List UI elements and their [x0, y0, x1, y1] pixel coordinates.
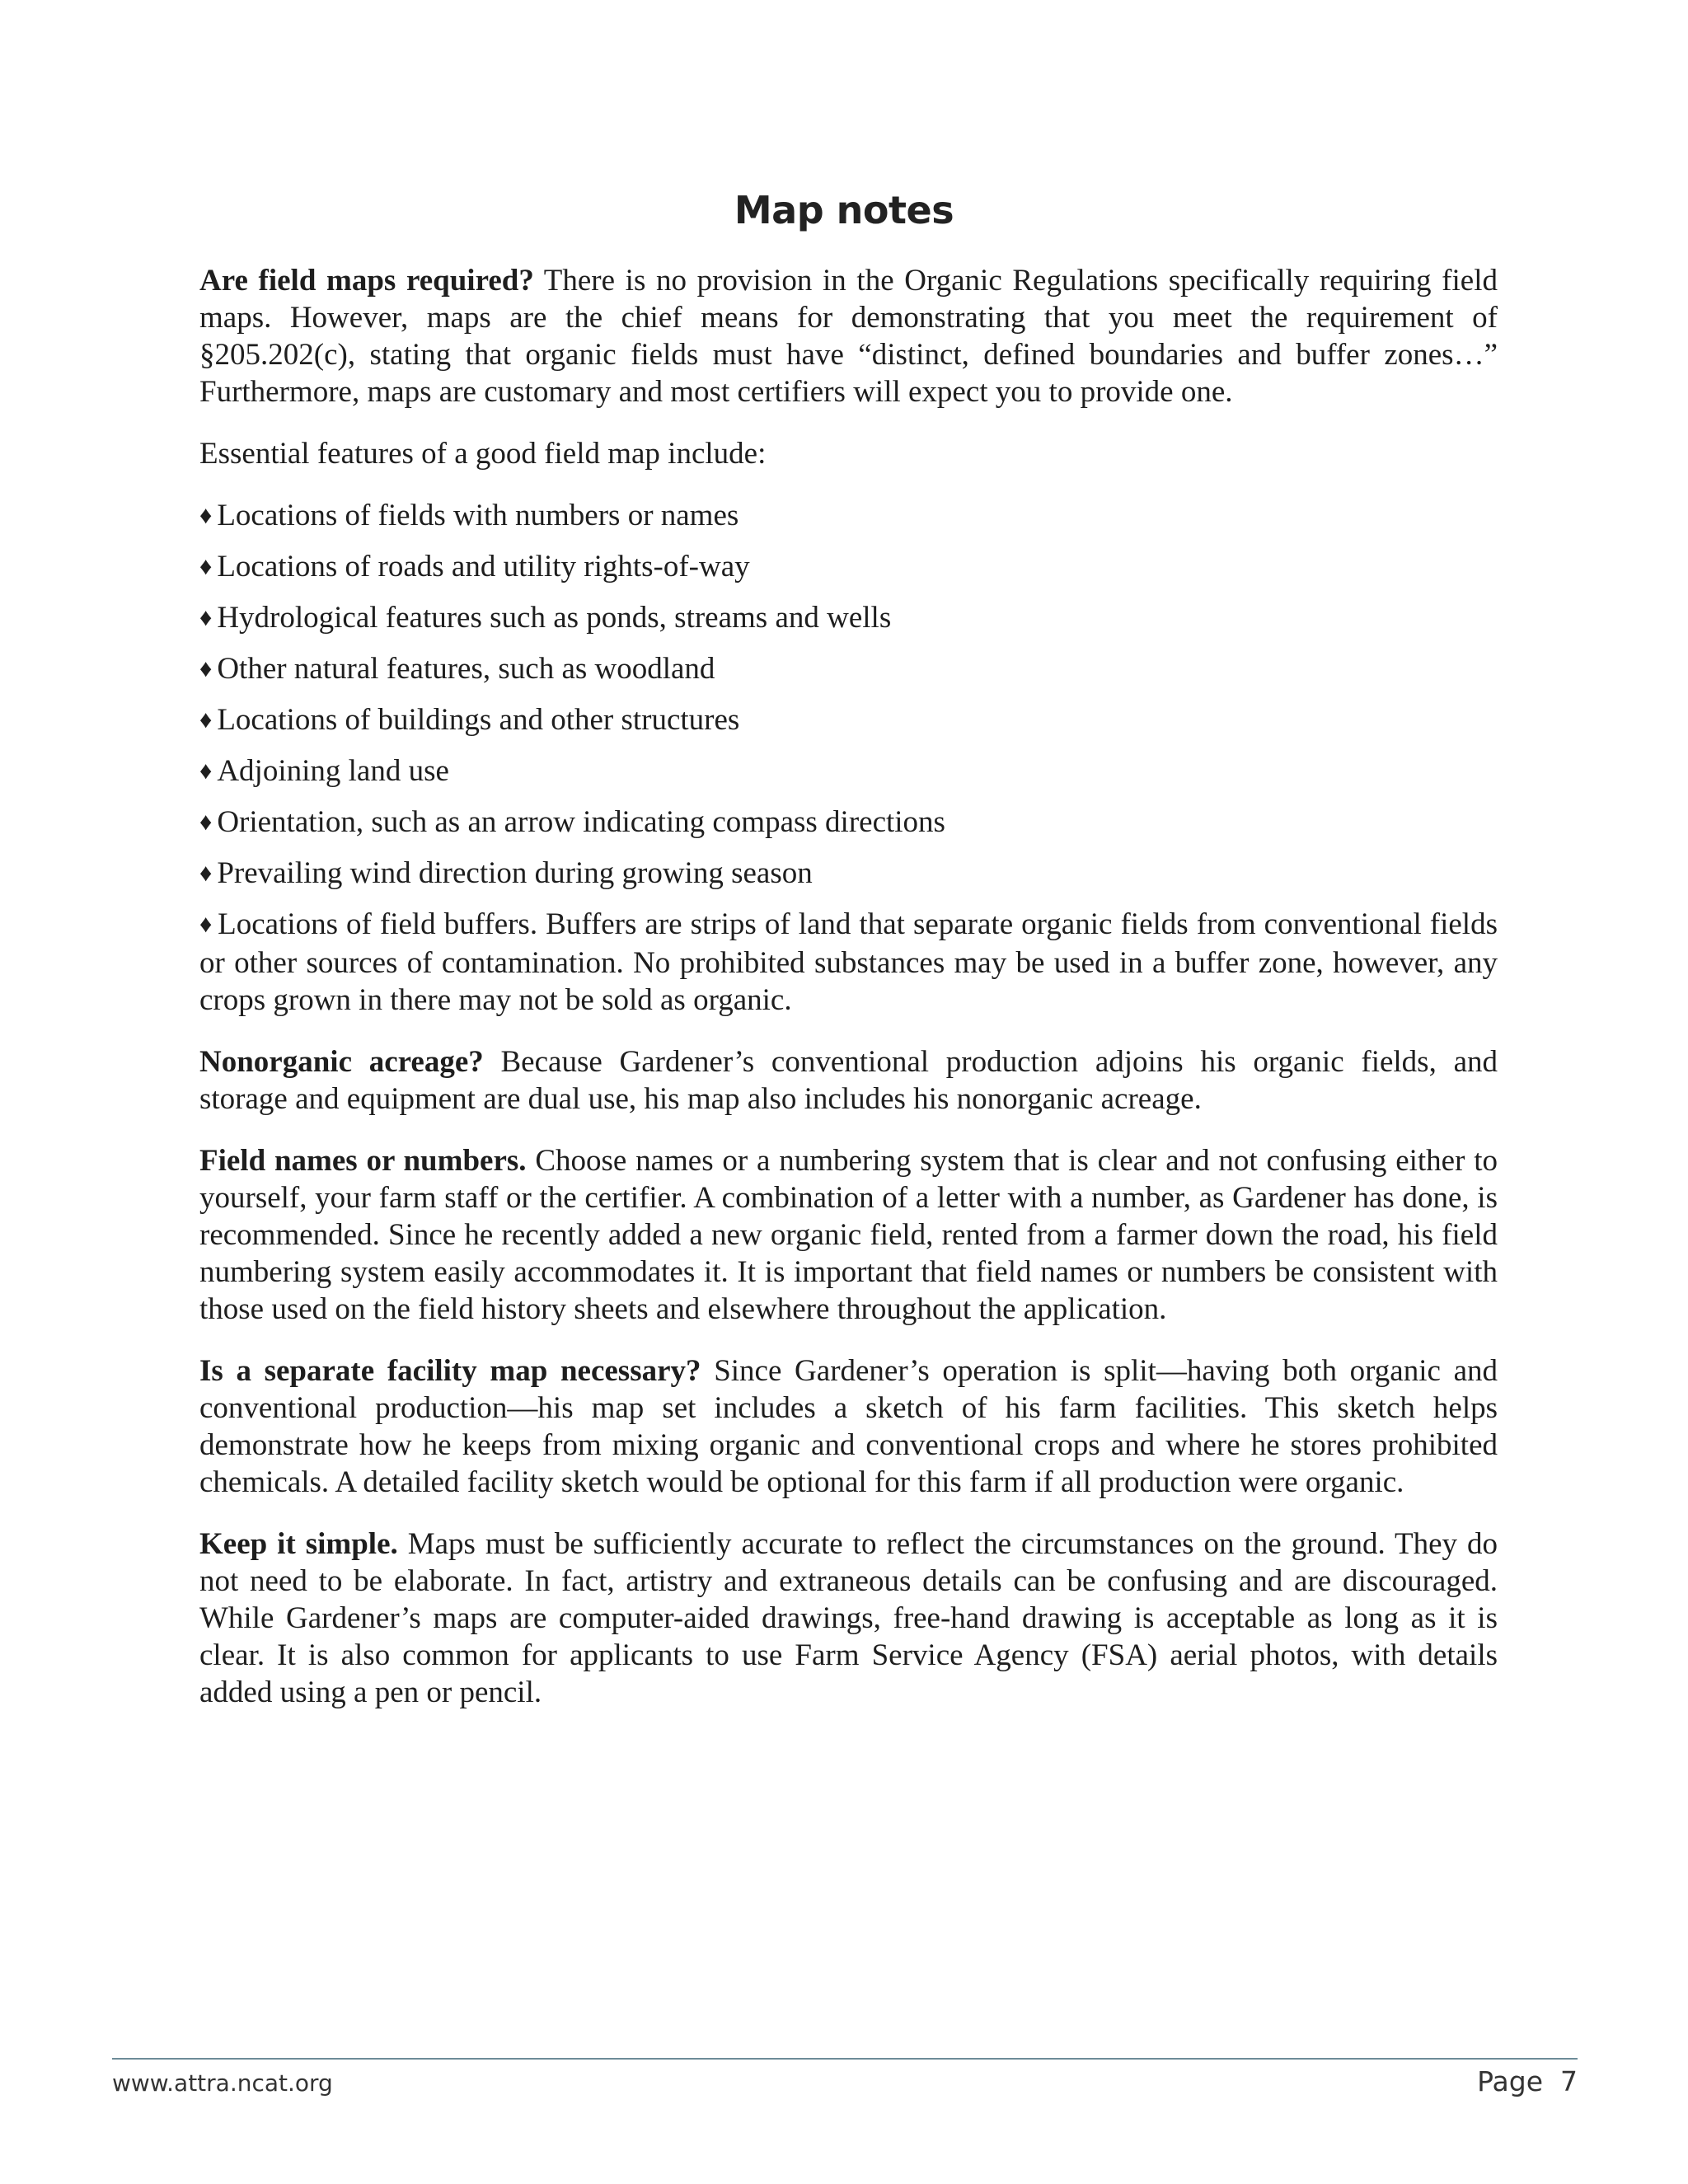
features-list [199, 497, 1498, 1019]
paragraph-keep-it-simple [199, 1526, 1498, 1711]
list-item: ♦ Locations of fields with numbers or names [199, 499, 739, 532]
paragraph-facility-map [199, 1352, 1498, 1501]
diamond-bullet-icon: ♦ [199, 502, 213, 529]
diamond-bullet-icon: ♦ [199, 553, 213, 580]
diamond-bullet-icon: ♦ [199, 604, 213, 631]
footer-divider [112, 2058, 1578, 2060]
paragraph-lead: Are field maps required? [199, 264, 534, 298]
diamond-bullet-icon: ♦ [199, 808, 213, 836]
footer-url-link[interactable]: www.attra.ncat.org [112, 2069, 333, 2097]
diamond-bullet-icon: ♦ [199, 911, 213, 938]
features-intro: Essential features of a good field map include: [199, 437, 767, 471]
diamond-bullet-icon: ♦ [199, 655, 213, 682]
page-number: Page 7 [1477, 2065, 1578, 2097]
page-title: Map notes [734, 188, 954, 232]
paragraph-nonorganic-acreage [199, 1043, 1498, 1118]
list-item: ♦ Prevailing wind direction during growing season [199, 856, 813, 890]
list-item: ♦ Locations of field buffers. Buffers are strips of land that separate organic fields from conventional fields or other sources of contamination. No prohibited substances may be used in a buffer zone, however, any crops grown in there may not be sold as organic. [199, 907, 1498, 1017]
paragraph-text: Because Gardener’s conventional production adjoins his organic fields, and storage and equipment are dual use, his map also includes his nonorganic acreage. [199, 1045, 1498, 1116]
diamond-bullet-icon: ♦ [199, 757, 213, 785]
diamond-bullet-icon: ♦ [199, 706, 213, 733]
paragraph-lead: Field names or numbers. [199, 1144, 527, 1178]
paragraph-text: There is no provision in the Organic Regulations specifically requiring field maps. However, maps are the chief means for demonstrating that you meet the requirement of §205.202(c), stating that organic fields must have “distinct, defined boundaries and buffer zones…” Furthermore, maps are customary and most certifiers will expect you to provide one. [199, 264, 1498, 409]
paragraph-text: Choose names or a numbering system that is clear and not confusing either to yourself, your farm staff or the certifier. A combination of a letter with a number, as Gardener has done, is recommended. Since he recently added a new organic field, rented from a farmer down the road, his field numbering system easily accommodates it. It is important that field names or numbers be consistent with those used on the field history sheets and elsewhere throughout the application. [199, 1144, 1498, 1326]
paragraph-text: Since Gardener’s operation is split—having both organic and conventional production—his map set includes a sketch of his farm facilities. This sketch helps demonstrate how he keeps from mixing organic and conventional crops and where he stores prohibited chemicals. A detailed facility sketch would be optional for this farm if all production were organic. [199, 1354, 1498, 1499]
list-item: ♦ Orientation, such as an arrow indicating compass directions [199, 805, 945, 839]
paragraph-lead: Keep it simple. [199, 1527, 398, 1561]
list-item: ♦ Adjoining land use [199, 754, 449, 788]
paragraph-lead: Nonorganic acreage? [199, 1045, 484, 1079]
paragraph-lead: Is a separate facility map necessary? [199, 1354, 701, 1388]
paragraph-field-names [199, 1142, 1498, 1328]
list-item: ♦ Locations of buildings and other structures [199, 703, 740, 737]
paragraph-field-maps-required [199, 262, 1498, 410]
document-body [199, 262, 1498, 1736]
list-item: ♦ Other natural features, such as woodland [199, 652, 715, 686]
list-item: ♦ Locations of roads and utility rights-of-way [199, 550, 750, 583]
list-item: ♦ Hydrological features such as ponds, streams and wells [199, 601, 892, 635]
diamond-bullet-icon: ♦ [199, 860, 213, 887]
paragraph-text: Maps must be sufficiently accurate to reflect the circumstances on the ground. They do not need to be elaborate. In fact, artistry and extraneous details can be confusing and are discouraged. While Gardener’s maps are computer-aided drawings, free-hand drawing is acceptable as long as it is clear. It is also common for applicants to use Farm Service Agency (FSA) aerial photos, with details added using a pen or pencil. [199, 1527, 1498, 1709]
